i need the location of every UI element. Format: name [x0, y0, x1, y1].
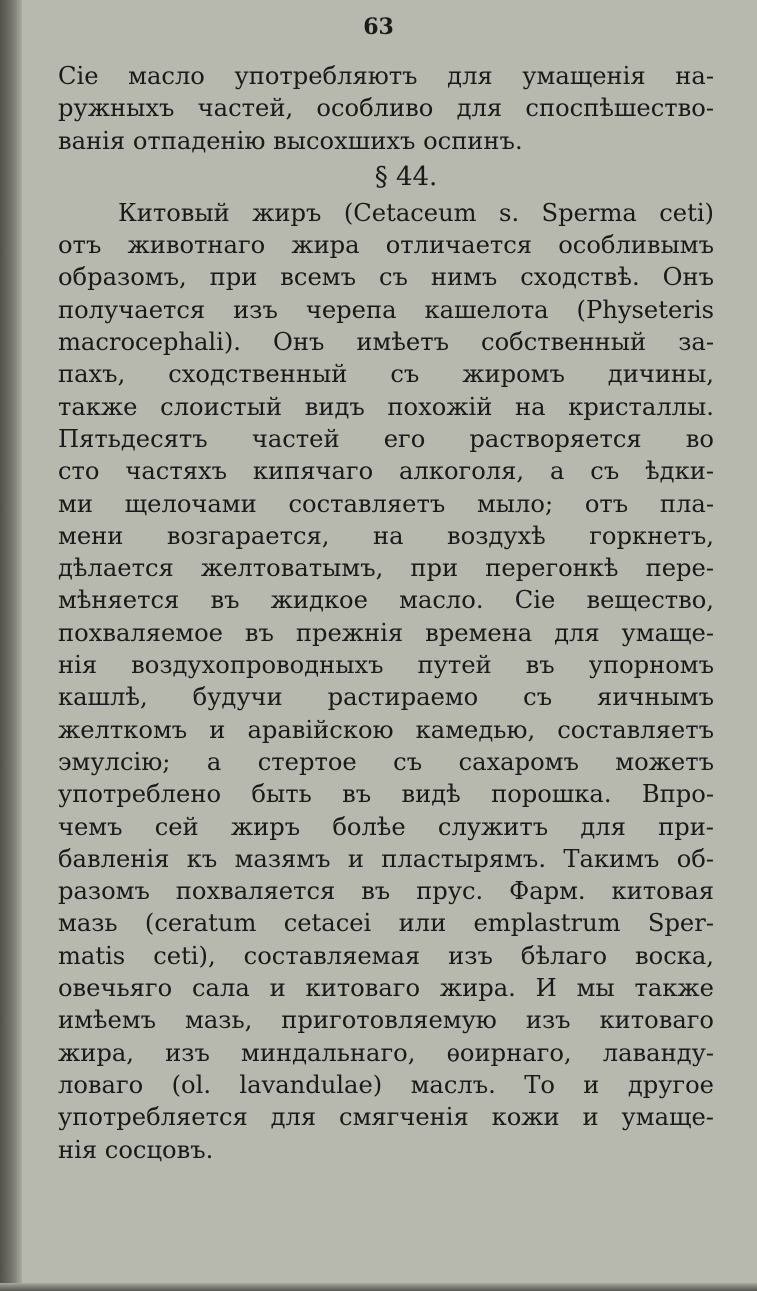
text-line: ружныхъ частей, особливо для споспѣшество-: [58, 94, 714, 123]
text-line: мазь (ceratum cetacei или emplastrum Sper-: [58, 909, 714, 938]
text-line: получается изъ черепа кашелота (Physeteris: [58, 295, 714, 324]
text-line: эмулсію; а стертое съ сахаромъ можетъ: [58, 747, 714, 776]
text-line: образомъ, при всемъ съ нимъ сходствѣ. Онъ: [58, 263, 714, 292]
page-text: [58, 60, 714, 1166]
text-line: желткомъ и аравійскою камедью, составляетъ: [58, 715, 714, 744]
text-line: похваляемое въ прежнія времена для умаще-: [58, 618, 714, 647]
text-line: matis ceti), составляемая изъ бѣлаго воска,: [58, 941, 714, 970]
text-line: употреблено быть въ видѣ порошка. Впро-: [58, 780, 714, 809]
text-line: жира, изъ миндальнаго, ѳоирнаго, лаванду-: [58, 1038, 714, 1067]
text-line: чемъ сей жиръ болѣе служитъ для при-: [58, 812, 714, 841]
text-line: разомъ похваляется въ прус. Фарм. китовая: [58, 877, 714, 906]
text-line: Сіе масло употребляютъ для умащенія на-: [58, 62, 714, 90]
text-line: отъ животнаго жира отличается особливымъ: [58, 231, 714, 260]
text-line: мѣняется въ жидкое масло. Сіе вещество,: [58, 586, 714, 615]
text-line: ми щелочами составляетъ мыло; отъ пла-: [58, 489, 714, 518]
text-line: Пятьдесятъ частей его растворяется во: [58, 424, 714, 453]
text-line: нія сосцовъ.: [58, 1135, 214, 1164]
text-line: сто частяхъ кипячаго алкоголя, а съ ѣдки-: [58, 457, 714, 486]
text-line: пахъ, сходственный съ жиромъ дичины,: [58, 360, 714, 389]
page-number: 63: [363, 14, 394, 40]
section-heading: § 44.: [374, 161, 438, 192]
text-line: Китовый жиръ (Cetaceum s. Sperma ceti): [118, 198, 714, 227]
text-line: ванія отпаденію высохшихъ оспинъ.: [58, 126, 523, 155]
text-line: употребляется для смягченія кожи и умаще-: [58, 1103, 714, 1132]
text-line: нія воздухопроводныхъ путей въ упорномъ: [58, 651, 714, 680]
text-line: овечьяго сала и китоваго жира. И мы также: [58, 974, 714, 1003]
text-line: ловаго (ol. lavandulae) маслъ. То и другое: [58, 1070, 714, 1099]
text-line: также слоистый видъ похожій на кристаллы.: [58, 392, 714, 421]
text-line: macrocephali). Онъ имѣетъ собственный за-: [58, 328, 714, 357]
text-line: дѣлается желтоватымъ, при перегонкѣ пере-: [58, 554, 714, 583]
text-line: имѣемъ мазь, приготовляемую изъ китоваго: [58, 1006, 714, 1035]
text-line: бавленія къ мазямъ и пластырямъ. Такимъ об-: [58, 844, 714, 873]
text-line: кашлѣ, будучи растираемо съ яичнымъ: [58, 683, 714, 712]
page-bottom-edge: [0, 1283, 757, 1291]
book-spine-shadow: [0, 0, 22, 1291]
text-line: мени возгарается, на воздухѣ горкнетъ,: [58, 521, 714, 550]
